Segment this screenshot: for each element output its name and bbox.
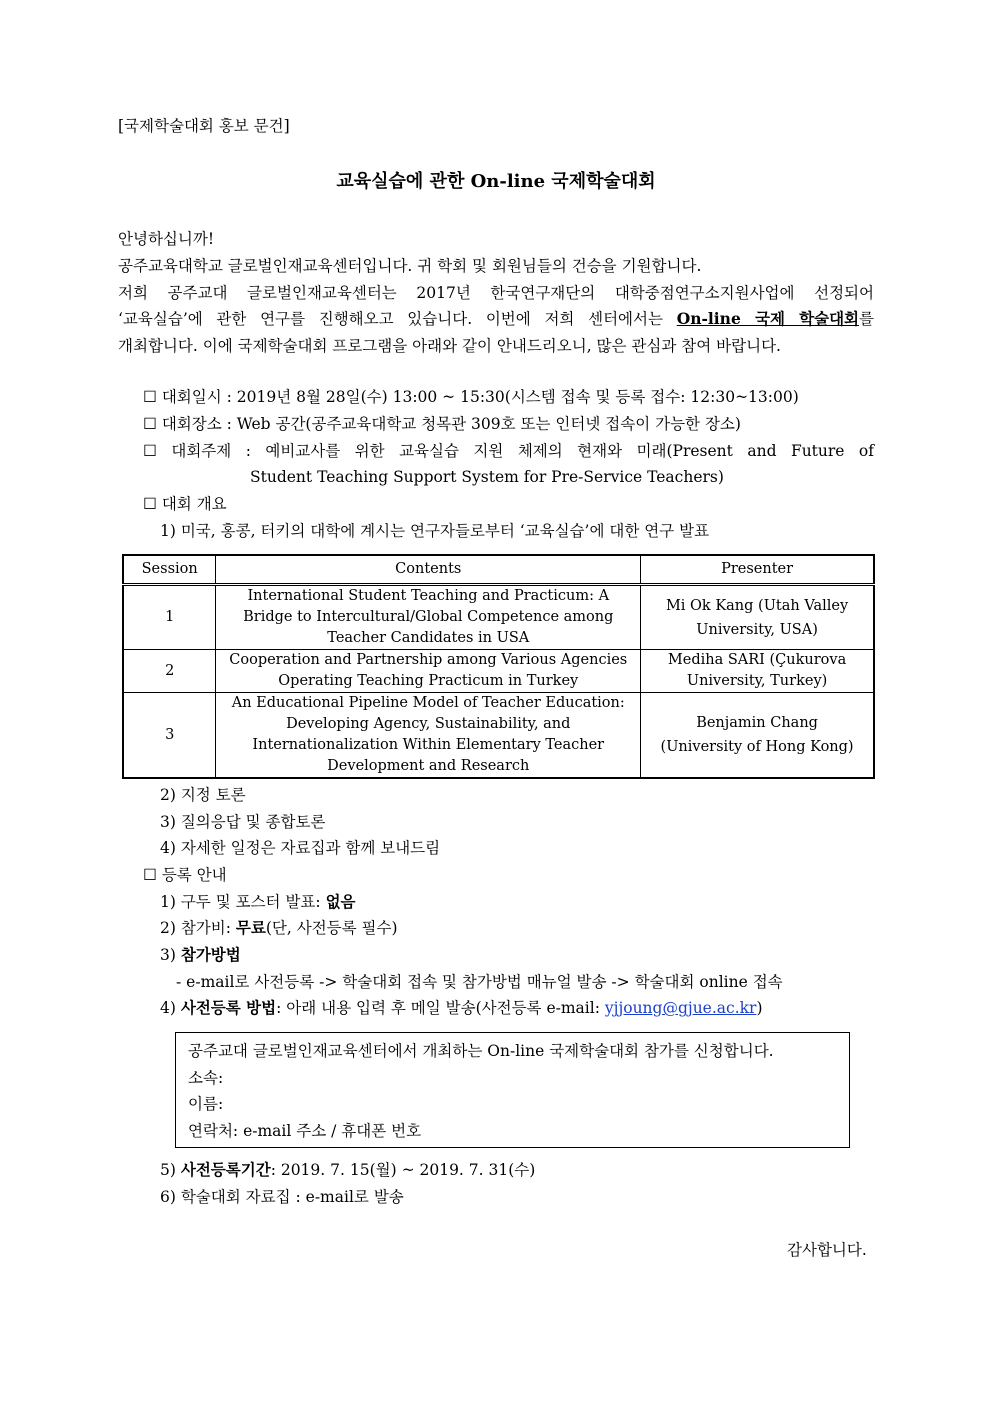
registration-item-1: [160, 892, 356, 912]
session-number: 3: [123, 693, 216, 779]
contents-line: Operating Teaching Practicum in Turkey: [278, 673, 579, 689]
presenter-line: Mi Ok Kang (Utah Valley: [665, 597, 849, 614]
form-line-contact: 연락처: e-mail 주소 / 휴대폰 번호: [188, 1122, 422, 1140]
table-row: [123, 650, 874, 693]
header-note: [국제학술대회 홍보 문건]: [118, 117, 290, 135]
header-presenter: Presenter: [641, 555, 874, 585]
info-theme-line-1: ☐ 대회주제 : 예비교사를 위한 교육실습 지원 체제의 현재와 미래(Present and Future of: [143, 442, 874, 460]
registration-item-3-number: 3): [160, 946, 181, 964]
registration-item-3: [160, 945, 241, 965]
info-venue: ☐ 대회장소 : Web 공간(공주교육대학교 청목관 309호 또는 인터넷 접속이 가능한 장소): [143, 415, 741, 433]
contents-line: Developing Agency, Sustainability, and: [286, 716, 571, 732]
table-row: [123, 585, 874, 650]
registration-item-1-value: 없음: [325, 892, 356, 911]
registration-heading: ☐ 등록 안내: [143, 866, 227, 884]
table-row: [123, 693, 874, 779]
intro-line-2: 저희 공주교대 글로벌인재교육센터는 2017년 한국연구재단의 대학중점연구소지원사업에 선정되어: [118, 284, 874, 302]
session-contents: [216, 650, 641, 693]
table-header-row: [123, 555, 874, 585]
overview-item-2: 2) 지정 토론: [160, 786, 246, 804]
contents-line: Teacher Candidates in USA: [327, 630, 530, 646]
session-presenter: [641, 585, 874, 650]
info-overview-heading: ☐ 대회 개요: [143, 495, 227, 513]
presenter-line: Benjamin Chang: [696, 715, 818, 731]
session-number: 1: [123, 585, 216, 650]
registration-item-5-label: 사전등록기간: [180, 1160, 271, 1179]
registration-form-box: [175, 1032, 850, 1148]
session-contents: [216, 693, 641, 779]
intro-line-1: 공주교육대학교 글로벌인재교육센터입니다. 귀 학회 및 회원님들의 건승을 기원합니다.: [118, 257, 702, 275]
intro-line-3: [118, 309, 874, 329]
registration-email-link[interactable]: yjjoung@gjue.ac.kr: [604, 999, 757, 1017]
contents-line: Bridge to Intercultural/Global Competence among: [243, 609, 614, 625]
contents-line: An Educational Pipeline Model of Teacher Education:: [231, 695, 625, 711]
form-line-affiliation: 소속:: [188, 1069, 224, 1087]
registration-item-2-note: (단, 사전등록 필수): [265, 919, 398, 937]
registration-item-5-period: : 2019. 7. 15(월) ~ 2019. 7. 31(수): [270, 1161, 536, 1179]
overview-item-3: 3) 질의응답 및 종합토론: [160, 813, 326, 831]
registration-item-2: [160, 918, 398, 938]
registration-item-4-number: 4): [160, 999, 181, 1017]
session-presenter: [641, 693, 874, 779]
registration-item-4-close: ): [756, 999, 763, 1017]
registration-item-2-value: 무료: [235, 918, 266, 937]
greeting: 안녕하십니까!: [118, 230, 215, 248]
info-theme-line-2: Student Teaching Support System for Pre-Service Teachers): [250, 468, 724, 486]
intro-line-3-post: 를: [859, 310, 874, 328]
registration-method-detail: - e-mail로 사전등록 -> 학술대회 접속 및 참가방법 매뉴얼 발송 -> 학술대회 online 접속: [176, 973, 783, 991]
conference-name-emphasis: On-line 국제 학술대회: [676, 309, 860, 328]
intro-line-3-pre: ‘교육실습’에 관한 연구를 진행해오고 있습니다. 이번에 저희 센터에서는: [118, 310, 677, 328]
presenter-line: University, Turkey): [686, 673, 828, 689]
presenter-line: Mediha SARI (Çukurova: [667, 652, 847, 668]
overview-item-1: 1) 미국, 홍콩, 터키의 대학에 계시는 연구자들로부터 ‘교육실습’에 대한 연구 발표: [160, 522, 710, 540]
registration-item-5: [160, 1160, 535, 1180]
session-number: 2: [123, 650, 216, 693]
form-line-application: 공주교대 글로벌인재교육센터에서 개최하는 On-line 국제학술대회 참가를 신청합니다.: [188, 1042, 774, 1060]
intro-line-4: 개최합니다. 이에 국제학술대회 프로그램을 아래와 같이 안내드리오니, 많은 관심과 참여 바랍니다.: [118, 337, 781, 355]
document-title: 교육실습에 관한 On-line 국제학술대회: [336, 171, 656, 192]
session-table: [122, 554, 875, 779]
contents-line: Development and Research: [327, 758, 530, 774]
registration-item-4-label: 사전등록 방법: [180, 998, 277, 1017]
registration-item-5-number: 5): [160, 1161, 181, 1179]
registration-item-3-label: 참가방법: [180, 945, 241, 964]
registration-item-1-label: 1) 구두 및 포스터 발표:: [160, 893, 326, 911]
registration-item-4-text: : 아래 내용 입력 후 메일 발송(사전등록 e-mail:: [276, 999, 605, 1017]
session-contents: [216, 585, 641, 650]
overview-item-4: 4) 자세한 일정은 자료집과 함께 보내드림: [160, 839, 441, 857]
registration-item-4: [160, 998, 763, 1018]
presenter-line: (University of Hong Kong): [660, 739, 854, 755]
registration-item-2-label: 2) 참가비:: [160, 919, 236, 937]
closing-thanks: 감사합니다.: [787, 1241, 867, 1259]
form-line-name: 이름:: [188, 1095, 224, 1113]
registration-item-6: 6) 학술대회 자료집 : e-mail로 발송: [160, 1188, 404, 1206]
info-date: ☐ 대회일시 : 2019년 8월 28일(수) 13:00 ~ 15:30(시스템 접속 및 등록 접수: 12:30~13:00): [143, 388, 799, 406]
contents-line: Cooperation and Partnership among Various Agencies: [229, 652, 628, 668]
contents-line: Internationalization Within Elementary Teacher: [252, 737, 605, 753]
contents-line: International Student Teaching and Practicum: A: [247, 588, 610, 604]
header-session: Session: [123, 555, 216, 585]
presenter-line: University, USA): [696, 621, 818, 638]
session-presenter: [641, 650, 874, 693]
header-contents: Contents: [216, 555, 641, 585]
